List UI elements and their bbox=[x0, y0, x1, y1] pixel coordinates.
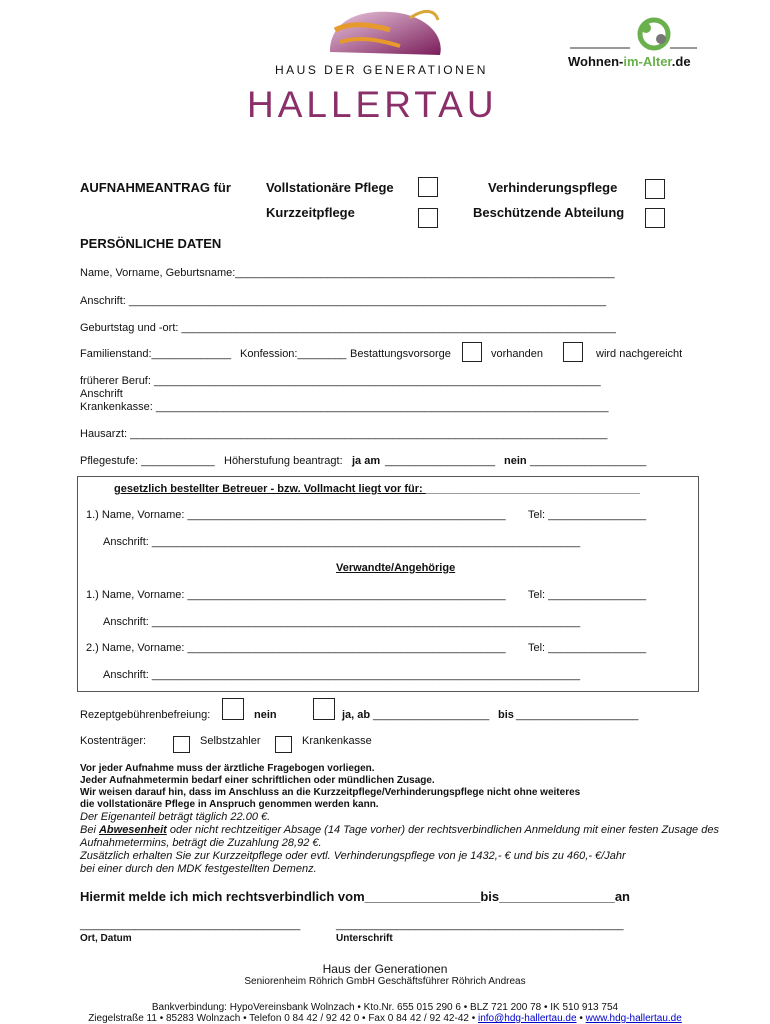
relative2-address-field[interactable]: Anschrift: ______________________________________________________________________ bbox=[103, 669, 581, 681]
declaration-pre: Hiermit melde ich mich rechtsverbindlich vom bbox=[80, 889, 365, 904]
funeral-later-checkbox[interactable] bbox=[563, 342, 583, 362]
place-date-field[interactable]: ____________________________________ bbox=[80, 919, 301, 931]
partner-logo bbox=[562, 6, 702, 90]
footer-org: Haus der Generationen bbox=[322, 962, 448, 976]
footer-web-link[interactable]: www.hdg-hallertau.de bbox=[585, 1013, 682, 1024]
prescription-no-label: nein bbox=[254, 709, 277, 721]
organization-name: HALLERTAU bbox=[247, 84, 498, 125]
funeral-yes-checkbox[interactable] bbox=[462, 342, 482, 362]
signature-field[interactable]: _______________________________________________ bbox=[336, 919, 624, 931]
prescription-yes-label: ja, ab bbox=[342, 709, 371, 721]
footer-address bbox=[0, 1013, 770, 1024]
former-job-field[interactable]: früherer Beruf: _________________________________________________________________________ bbox=[80, 375, 601, 387]
insurance-field[interactable]: Krankenkasse: __________________________________________________________________________ bbox=[80, 401, 609, 413]
note-daily-share: Der Eigenanteil beträgt täglich 22.00 €. bbox=[80, 811, 271, 823]
payer-label: Kostenträger: bbox=[80, 735, 147, 747]
care-type-protected-checkbox[interactable] bbox=[645, 208, 665, 228]
doctor-field[interactable]: Hausarzt: ______________________________________________________________________________ bbox=[80, 428, 608, 440]
relative1-name-field[interactable]: 1.) Name, Vorname: ____________________________________________________ bbox=[86, 589, 506, 601]
funeral-later-label: wird nachgereicht bbox=[596, 348, 683, 360]
relative1-address-field[interactable]: Anschrift: ______________________________________________________________________ bbox=[103, 616, 581, 628]
address-field[interactable]: Anschrift: ______________________________________________________________________________ bbox=[80, 295, 607, 307]
signature-label: Unterschrift bbox=[336, 933, 393, 944]
footer-separator: • bbox=[576, 1013, 586, 1024]
former-job-address-label: Anschrift bbox=[80, 388, 123, 400]
note-bold-2: Jeder Aufnahmetermin bedarf einer schriftlichen oder mündlichen Zusage. bbox=[80, 775, 435, 786]
birth-field[interactable]: Geburtstag und -ort: _______________________________________________________________________ bbox=[80, 322, 616, 334]
note-additional: Zusätzlich erhalten Sie zur Kurzzeitpflege oder evtl. Verhinderungspflege von je 1432,- € und bis zu 460,- €/Jahr bbox=[80, 850, 626, 862]
upgrade-yes-field[interactable]: __________________ bbox=[385, 455, 496, 467]
note-absence-keyword: Abwesenheit bbox=[98, 824, 167, 836]
health-insurance-checkbox[interactable] bbox=[275, 736, 292, 753]
footer-address-text: Ziegelstraße 11 • 85283 Wolnzach • Telefon 0 84 42 / 92 42 0 • Fax 0 84 42 / 92 42-42 • bbox=[88, 1013, 478, 1024]
self-payer-label: Selbstzahler bbox=[200, 735, 261, 747]
declaration-mid: bis bbox=[480, 889, 500, 904]
footer-bank: Bankverbindung: HypoVereinsbank Wolnzach • Kto.Nr. 655 015 290 6 • BLZ 721 200 78 • IK 510 913 754 bbox=[151, 1002, 619, 1013]
care-type-label-full: Vollstationäre Pflege bbox=[266, 180, 394, 195]
note-bold-3: Wir weisen darauf hin, dass im Anschluss an die Kurzzeitpflege/Verhinderungspflege nicht ohne weiteres bbox=[80, 787, 581, 798]
note-dementia: bei einer durch den MDK festgestellten Demenz. bbox=[80, 863, 317, 875]
care-type-respite-checkbox[interactable] bbox=[645, 179, 665, 199]
family-status-field[interactable]: Familienstand:_____________ bbox=[80, 348, 232, 360]
declaration-post: an bbox=[614, 889, 630, 904]
section-personal-heading: PERSÖNLICHE DATEN bbox=[80, 236, 222, 251]
partner-logo-part-3: .de bbox=[671, 54, 691, 69]
place-date-label: Ort, Datum bbox=[80, 933, 132, 944]
funeral-yes-label: vorhanden bbox=[491, 348, 543, 360]
note-bold-4: die vollstationäre Pflege in Anspruch genommen werden kann. bbox=[80, 799, 379, 810]
relative2-name-field[interactable]: 2.) Name, Vorname: ____________________________________________________ bbox=[86, 642, 506, 654]
declaration-until-field[interactable]: ________________ bbox=[499, 889, 615, 904]
note-absence bbox=[80, 824, 719, 836]
note-absence-post: oder nicht rechtzeitiger Absage (14 Tage vorher) der rechtsverbindlichen Anmeldung mit einer festen Zusage des bbox=[166, 824, 719, 836]
guardian-heading-line[interactable]: ___________________________________ bbox=[425, 483, 640, 495]
funeral-label: Bestattungsvorsorge bbox=[350, 348, 451, 360]
partner-logo-part-1: Wohnen- bbox=[568, 54, 624, 69]
care-level-field[interactable]: Pflegestufe: ____________ bbox=[80, 455, 215, 467]
care-type-label-protected: Beschützende Abteilung bbox=[473, 205, 625, 220]
care-type-short-checkbox[interactable] bbox=[418, 208, 438, 228]
upgrade-no-label: nein bbox=[504, 455, 527, 467]
care-type-label-short: Kurzzeitpflege bbox=[266, 205, 355, 220]
guardian-tel-field[interactable]: Tel: ________________ bbox=[528, 509, 647, 521]
prescription-no-checkbox[interactable] bbox=[222, 698, 244, 720]
footer-email-link[interactable]: info@hdg-hallertau.de bbox=[478, 1013, 577, 1024]
organization-tagline: HAUS DER GENERATIONEN bbox=[275, 63, 488, 77]
upgrade-yes-label: ja am bbox=[352, 455, 381, 467]
note-absence-pre: Bei bbox=[80, 824, 99, 836]
upgrade-no-field[interactable]: ___________________ bbox=[530, 455, 647, 467]
prescription-from-field[interactable]: ___________________ bbox=[373, 709, 490, 721]
upgrade-label: Höherstufung beantragt: bbox=[224, 455, 343, 467]
prescription-label: Rezeptgebührenbefreiung: bbox=[80, 709, 211, 721]
prescription-until-field[interactable]: ____________________ bbox=[516, 709, 639, 721]
health-insurance-label: Krankenkasse bbox=[302, 735, 372, 747]
guardian-name-field[interactable]: 1.) Name, Vorname: ____________________________________________________ bbox=[86, 509, 506, 521]
relative2-tel-field[interactable]: Tel: ________________ bbox=[528, 642, 647, 654]
care-type-full-checkbox[interactable] bbox=[418, 177, 438, 197]
footer-operator: Seniorenheim Röhrich GmbH Geschäftsführer Röhrich Andreas bbox=[244, 976, 526, 987]
guardian-heading: gesetzlich bestellter Betreuer - bzw. Vollmacht liegt vor für: bbox=[114, 483, 426, 495]
guardian-address-field[interactable]: Anschrift: ______________________________________________________________________ bbox=[103, 536, 581, 548]
prescription-until-label: bis bbox=[498, 709, 514, 721]
relative1-tel-field[interactable]: Tel: ________________ bbox=[528, 589, 647, 601]
relatives-heading: Verwandte/Angehörige bbox=[336, 562, 456, 574]
partner-logo-part-2: im-Alter bbox=[623, 54, 672, 69]
name-field[interactable]: Name, Vorname, Geburtsname:______________________________________________________________ bbox=[80, 267, 615, 279]
declaration bbox=[80, 889, 630, 904]
declaration-from-field[interactable]: ________________ bbox=[364, 889, 481, 904]
care-type-label-respite: Verhinderungspflege bbox=[488, 180, 618, 195]
self-payer-checkbox[interactable] bbox=[173, 736, 190, 753]
note-copayment: Aufnahmetermins, beträgt die Zuzahlung 28,92 €. bbox=[80, 837, 322, 849]
confession-field[interactable]: Konfession:________ bbox=[240, 348, 347, 360]
prescription-yes-checkbox[interactable] bbox=[313, 698, 335, 720]
note-bold-1: Vor jeder Aufnahme muss der ärztliche Fragebogen vorliegen. bbox=[80, 763, 375, 774]
form-title: AUFNAHMEANTRAG für bbox=[80, 180, 231, 195]
